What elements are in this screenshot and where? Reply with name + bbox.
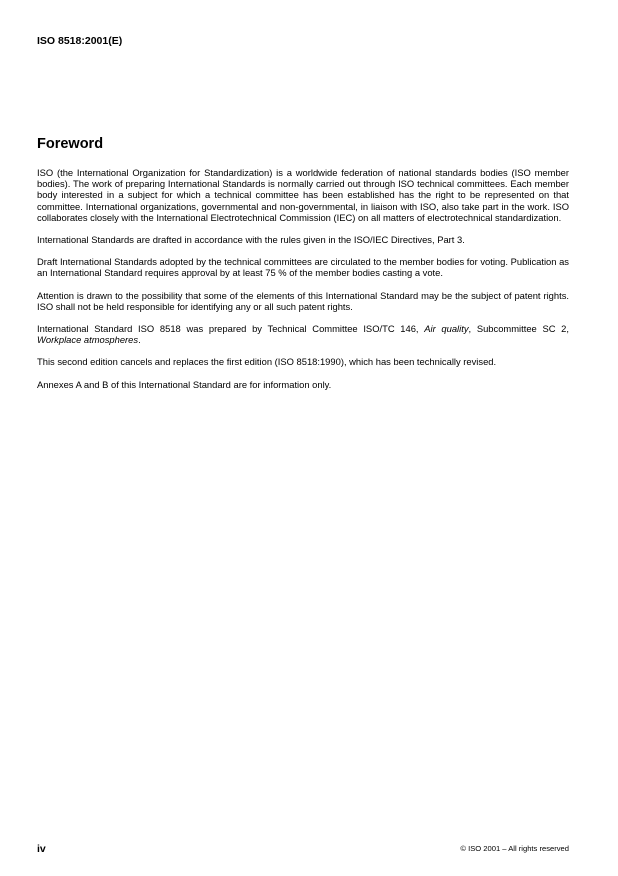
page-number: iv [37, 843, 46, 855]
subcommittee-name: Workplace atmospheres [37, 334, 139, 346]
paragraph-annexes: Annexes A and B of this International Standard are for information only. [37, 378, 332, 390]
paragraph-iso-overview: ISO (the International Organization for Standardization) is a worldwide federation of national standards bodies (ISO member bodies). The work of preparing International Standards is normally carried out through ISO technical committees. Each member body interested in a subject for which a technical committee has been established has the right to be represented on that committee. International organizations, governmental and non-governmental, in liaison with ISO, also take part in the work. ISO collaborates closely with the International Electrotechnical Commission (IEC) on all matters of electrotechnical standardization. [37, 167, 569, 223]
paragraph-patent-rights: Attention is drawn to the possibility that some of the elements of this International Standard may be the subject of patent rights. ISO shall not be held responsible for identifying any or all such patent rights. [37, 289, 569, 312]
foreword-body [37, 167, 569, 401]
paragraph-voting: Draft International Standards adopted by the technical committees are circulated to the member bodies for voting. Publication as an International Standard requires approval by at least 75 % of the member bodies casting a vote. [37, 256, 569, 279]
committee-text-middle: , Subcommittee SC 2, [468, 323, 569, 335]
section-title: Foreword [37, 136, 104, 152]
paragraph-edition: This second edition cancels and replaces the first edition (ISO 8518:1990), which has been technically revised. [37, 356, 497, 368]
committee-name: Air quality [424, 323, 469, 335]
paragraph-committee [37, 323, 569, 345]
paragraph-drafting-rules: International Standards are drafted in accordance with the rules given in the ISO/IEC Directives, Part 3. [37, 234, 465, 246]
committee-text-prefix: International Standard ISO 8518 was prepared by Technical Committee ISO/TC 146, [37, 323, 425, 335]
committee-text-suffix: . [138, 334, 141, 346]
document-id: ISO 8518:2001(E) [37, 35, 123, 47]
copyright-notice: © ISO 2001 – All rights reserved [460, 844, 569, 853]
